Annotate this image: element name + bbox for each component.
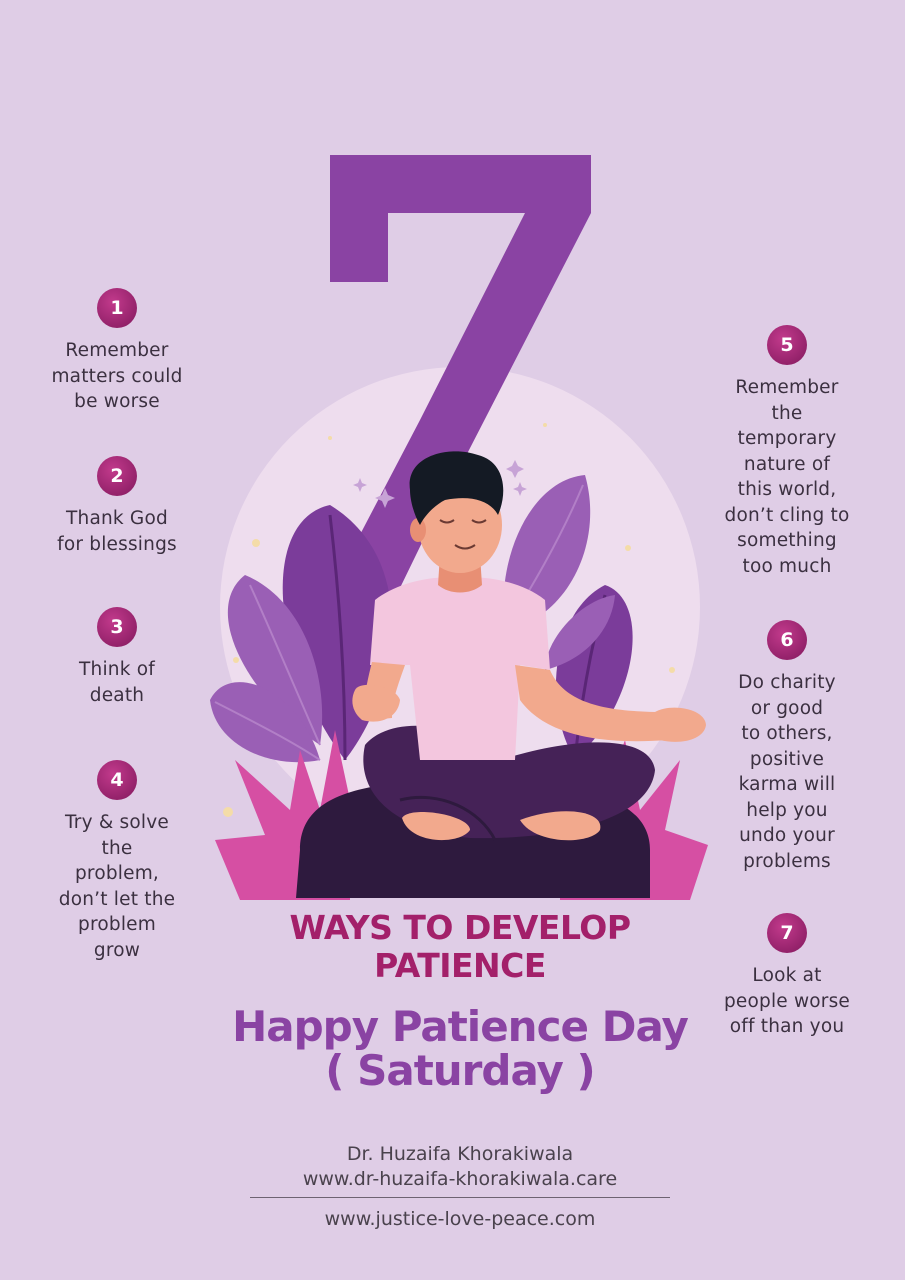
greeting-line-1: Happy Patience Day <box>232 1002 688 1051</box>
tip-4 <box>32 760 202 963</box>
author-website-link[interactable]: www.dr-huzaifa-khorakiwala.care <box>302 1168 618 1190</box>
tip-text: Think of death <box>79 659 155 706</box>
tip-text: Remember the temporary nature of this world, don’t cling to something too much <box>724 377 850 577</box>
tip-badge: 7 <box>767 913 807 953</box>
tip-badge: 1 <box>97 288 137 328</box>
tip-badge: 6 <box>767 620 807 660</box>
author-name: Dr. Huzaifa Khorakiwala <box>346 1143 574 1165</box>
tip-text: Thank God for blessings <box>57 508 177 555</box>
tip-badge: 4 <box>97 760 137 800</box>
tip-text: Do charity or good to others, positive karma will help you undo your problems <box>738 672 836 872</box>
tip-5 <box>702 325 872 579</box>
tip-6 <box>702 620 872 874</box>
tip-text: Remember matters could be worse <box>51 340 183 412</box>
tip-1 <box>32 288 202 415</box>
tip-badge: 2 <box>97 456 137 496</box>
tip-2 <box>32 456 202 557</box>
tip-3 <box>32 607 202 708</box>
headline-line-1: WAYS TO DEVELOP <box>289 908 631 947</box>
headline-line-2: PATIENCE <box>374 946 546 985</box>
tip-text: Look at people worse off than you <box>723 965 851 1037</box>
tip-badge: 3 <box>97 607 137 647</box>
org-website-link[interactable]: www.justice-love-peace.com <box>324 1208 596 1230</box>
footer-divider <box>250 1197 670 1198</box>
tip-text: Try & solve the problem, don’t let the problem grow <box>58 812 176 961</box>
tip-badge: 5 <box>767 325 807 365</box>
greeting-line-2: ( Saturday ) <box>325 1046 595 1095</box>
